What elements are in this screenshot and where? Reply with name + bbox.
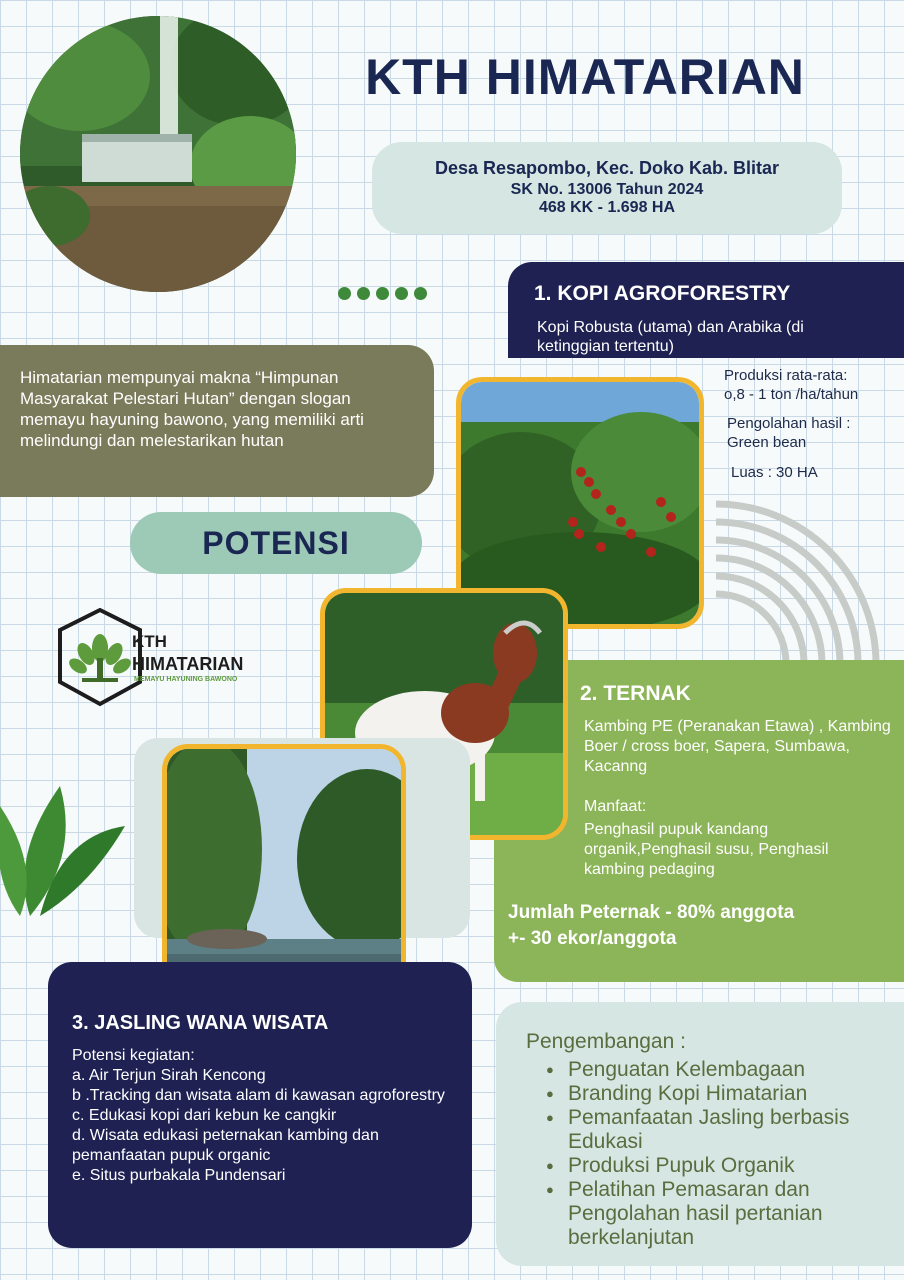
waterfall-photo bbox=[20, 16, 296, 292]
manfaat-value: Penghasil pupuk kandang organik,Penghasil susu, Penghasil kambing pedaging bbox=[584, 821, 829, 878]
logo-line1: KTH bbox=[132, 632, 167, 651]
produksi-label: Produksi rata-rata: bbox=[724, 367, 848, 384]
sk-text: SK No. 13006 Tahun 2024 bbox=[510, 181, 704, 198]
intro-text: Himatarian mempunyai makna “Himpunan Masyarakat Pelestari Hutan” dengan slogan memayu hayuning bawono, yang memiliki arti melindungi dan melestarikan hutan bbox=[20, 368, 364, 450]
location-panel bbox=[372, 142, 842, 234]
section3-item: Potensi kegiatan: bbox=[72, 1047, 195, 1064]
produksi-value: o,8 - 1 ton /ha/tahun bbox=[724, 386, 859, 403]
intro-panel bbox=[0, 345, 434, 497]
section3-item: e. Situs purbakala Pundensari bbox=[72, 1167, 286, 1184]
luas-text: Luas : 30 HA bbox=[731, 464, 818, 481]
arcs-decoration bbox=[716, 498, 904, 673]
section3-item: b .Tracking dan wisata alam di kawasan agroforestry bbox=[72, 1087, 445, 1104]
jumlah-line1: Jumlah Peternak - 80% anggota bbox=[508, 902, 795, 923]
manfaat-label: Manfaat: bbox=[584, 798, 647, 815]
section3-title: 3. JASLING WANA WISATA bbox=[72, 1012, 329, 1034]
section3-item: c. Edukasi kopi dari kebun ke cangkir bbox=[72, 1107, 337, 1124]
list-item: ● Pemanfaatan Jasling berbasis Edukasi bbox=[546, 1106, 896, 1154]
list-item: ● Penguatan Kelembagaan bbox=[546, 1058, 896, 1082]
stats-text: 468 KK - 1.698 HA bbox=[538, 199, 676, 216]
list-item: ● Pelatihan Pemasaran dan Pengolahan hasil pertanian berkelanjutan bbox=[546, 1178, 896, 1250]
list-item: ● Branding Kopi Himatarian bbox=[546, 1082, 896, 1106]
location-text: Desa Resapombo, Kec. Doko Kab. Blitar bbox=[434, 158, 780, 178]
jumlah-line2: +- 30 ekor/anggota bbox=[508, 928, 677, 949]
section2-desc: Kambing PE (Peranakan Etawa) , Kambing Boer / cross boer, Sapera, Sumbawa, Kacanng bbox=[584, 718, 891, 775]
section2-title: 2. TERNAK bbox=[580, 682, 691, 705]
section3-list bbox=[72, 1046, 464, 1186]
section3-item: d. Wisata edukasi peternakan kambing dan pemanfaatan pupuk organic bbox=[72, 1127, 379, 1164]
river-photo bbox=[162, 744, 406, 998]
pengembangan-title: Pengembangan : bbox=[526, 1030, 686, 1053]
list-item: ● Produksi Pupuk Organik bbox=[546, 1154, 896, 1178]
logo-line2: HIMATARIAN bbox=[132, 654, 244, 674]
pengembangan-list bbox=[546, 1058, 896, 1250]
pengolahan-label: Pengolahan hasil : bbox=[727, 415, 851, 432]
section3-item: a. Air Terjun Sirah Kencong bbox=[72, 1067, 266, 1084]
page-title: KTH HIMATARIAN bbox=[365, 49, 805, 105]
section1-title: 1. KOPI AGROFORESTRY bbox=[534, 282, 791, 305]
logo-tagline: MEMAYU HAYUNING BAWONO bbox=[134, 676, 238, 683]
potensi-label: POTENSI bbox=[130, 512, 422, 574]
section1-desc: Kopi Robusta (utama) dan Arabika (di ketinggian tertentu) bbox=[537, 319, 804, 355]
pengolahan-value: Green bean bbox=[727, 434, 807, 451]
leaves-decoration bbox=[0, 766, 140, 931]
decorative-dots bbox=[338, 287, 433, 305]
